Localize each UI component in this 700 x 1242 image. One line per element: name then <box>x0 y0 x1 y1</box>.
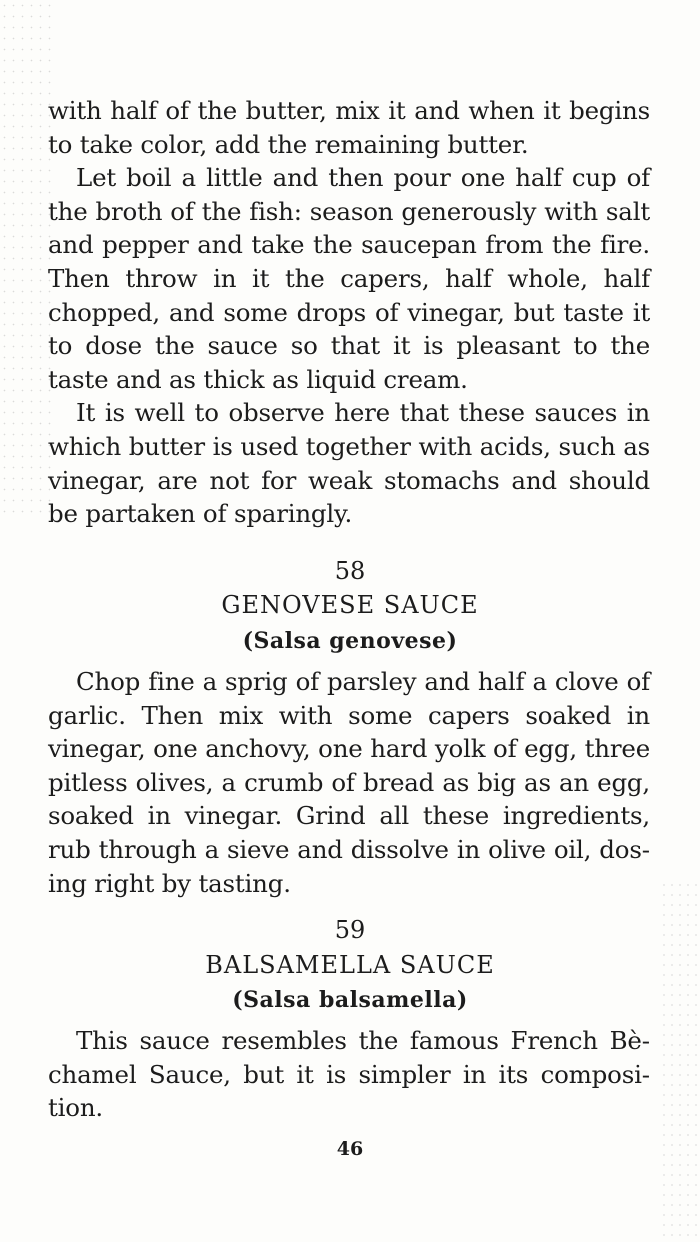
intro-text <box>48 94 650 531</box>
intro-paragraph-2: Let boil a little and then pour one half cup of the broth of the fish: season generously with salt and pepper and take the saucepan from the fire. Then throw in it the capers, half whole, half chopped, and some drops of vinegar, but taste it to dose the sauce so that it is pleasant to the taste and as thick as liquid cream. <box>48 163 650 394</box>
recipe-58-body: Chop fine a sprig of parsley and half a clove of garlic. Then mix with some capers soaked in vinegar, one anchovy, one hard yolk of egg, three pitless olives, a crumb of bread as big as an egg, soaked in vinegar. Grind all these ingredients, rub through a sieve and dissolve in olive oil, dosing right by tasting. <box>48 667 650 898</box>
intro-paragraph-3: It is well to observe here that these sauces in which butter is used together with acids, such as vinegar, are not for weak stomachs and should be partaken of sparingly. <box>48 398 650 529</box>
intro-paragraph-1: with half of the butter, mix it and when it begins to take color, add the remaining butter. <box>48 96 650 159</box>
recipe-58-title: GENOVESE SAUCE <box>221 591 479 619</box>
recipe-59-subtitle: (Salsa balsamella) <box>232 987 468 1013</box>
recipe-58-text <box>48 665 650 900</box>
recipe-59-body: This sauce resembles the famous French Bèchamel Sauce, but it is simpler in its composition. <box>48 1026 650 1123</box>
recipe-59-title: BALSAMELLA SAUCE <box>205 951 495 979</box>
recipe-58-subtitle: (Salsa genovese) <box>242 628 458 654</box>
page-number: 46 <box>336 1138 364 1160</box>
scan-speckle-left <box>0 0 55 520</box>
recipe-58-number: 58 <box>334 557 366 585</box>
recipe-59-text <box>48 1024 650 1125</box>
recipe-59-number: 59 <box>334 916 366 944</box>
